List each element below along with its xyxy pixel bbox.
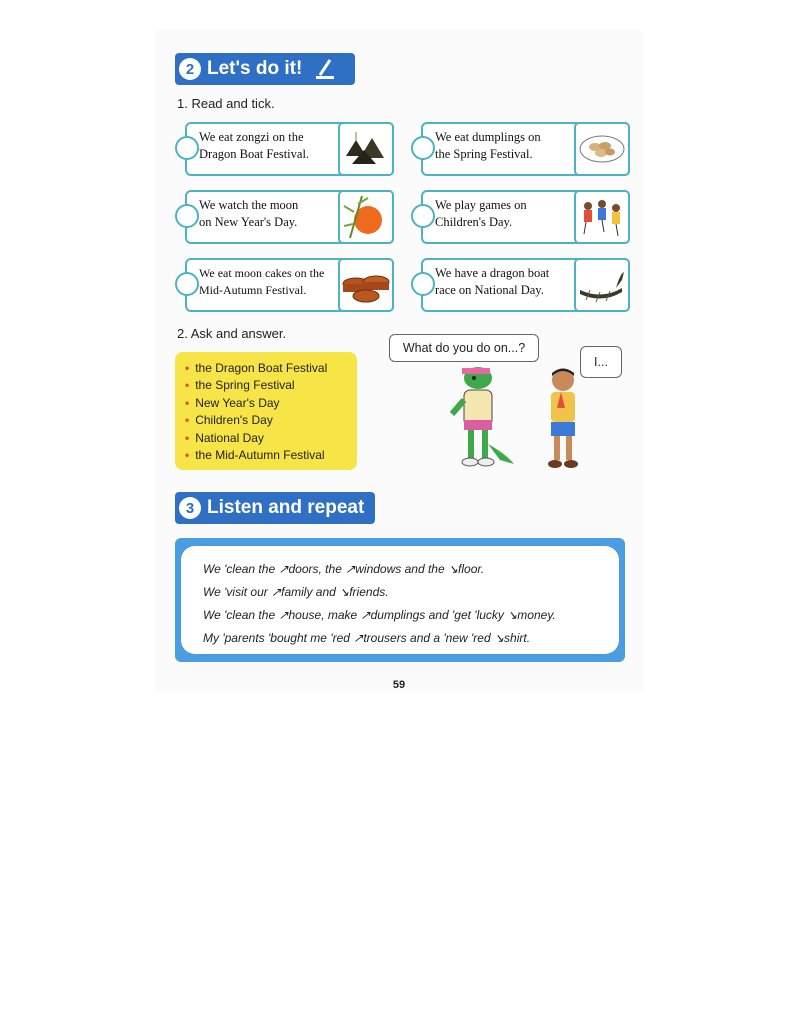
instruction-read-tick: 1. Read and tick. <box>177 96 275 111</box>
moon-cakes-image <box>338 258 394 312</box>
listen-repeat-panel <box>175 538 625 662</box>
tick-card-childrens-day[interactable] <box>421 190 630 244</box>
list-item: • Children's Day <box>185 413 273 428</box>
dumplings-image <box>574 122 630 176</box>
festival-list-box <box>175 352 357 470</box>
tick-card-dumplings[interactable] <box>421 122 630 176</box>
dinosaur-character-illustration <box>440 364 520 472</box>
listen-line: We 'clean the ↗doors, the ↗windows and the ↘floor. <box>203 562 485 576</box>
tick-card-dragon-boat[interactable] <box>421 258 630 312</box>
section-title: Let's do it! <box>207 58 303 79</box>
tick-card-moon-cakes[interactable] <box>185 258 394 312</box>
tick-card-moon[interactable] <box>185 190 394 244</box>
question-speech-bubble: What do you do on...? <box>389 334 539 362</box>
listen-line: My 'parents 'bought me 'red ↗trousers and a 'new 'red ↘shirt. <box>203 631 531 645</box>
tick-circle[interactable] <box>411 204 435 228</box>
tick-circle[interactable] <box>175 272 199 296</box>
instruction-ask-answer: 2. Ask and answer. <box>177 326 287 341</box>
card-text: We have a dragon boat race on National Day. <box>435 266 550 297</box>
section-header-lets-do-it <box>175 53 355 85</box>
section-header-listen-repeat <box>175 492 375 524</box>
card-text: We eat zongzi on the Dragon Boat Festival. <box>199 130 310 161</box>
textbook-page <box>155 30 643 692</box>
page-number: 59 <box>392 679 406 691</box>
answer-speech-bubble: I... <box>580 346 622 378</box>
list-item: • New Year's Day <box>185 395 280 410</box>
list-item: • National Day <box>185 430 264 445</box>
boy-character-illustration <box>535 366 591 474</box>
pen-icon <box>312 56 338 82</box>
section-number: 2 <box>179 58 201 80</box>
card-text: We play games on Children's Day. <box>435 198 527 229</box>
section-title: Listen and repeat <box>207 497 365 518</box>
card-text: We eat dumplings on the Spring Festival. <box>435 130 541 161</box>
section-number: 3 <box>179 497 201 519</box>
tick-circle[interactable] <box>175 136 199 160</box>
tick-circle[interactable] <box>411 136 435 160</box>
listen-line: We 'clean the ↗house, make ↗dumplings and 'get 'lucky ↘money. <box>203 608 556 622</box>
listen-repeat-text-area <box>181 546 619 654</box>
zongzi-image <box>338 122 394 176</box>
dragon-boat-image <box>574 258 630 312</box>
tick-circle[interactable] <box>175 204 199 228</box>
card-text: We eat moon cakes on the Mid-Autumn Festival. <box>199 266 325 297</box>
list-item: • the Spring Festival <box>185 378 295 393</box>
children-playing-image <box>574 190 630 244</box>
card-text: We watch the moon on New Year's Day. <box>199 198 299 229</box>
tick-circle[interactable] <box>411 272 435 296</box>
list-item: • the Mid-Autumn Festival <box>185 448 325 463</box>
listen-line: We 'visit our ↗family and ↘friends. <box>203 585 389 599</box>
tick-card-zongzi[interactable] <box>185 122 394 176</box>
list-item: • the Dragon Boat Festival <box>185 361 328 375</box>
moon-image <box>338 190 394 244</box>
